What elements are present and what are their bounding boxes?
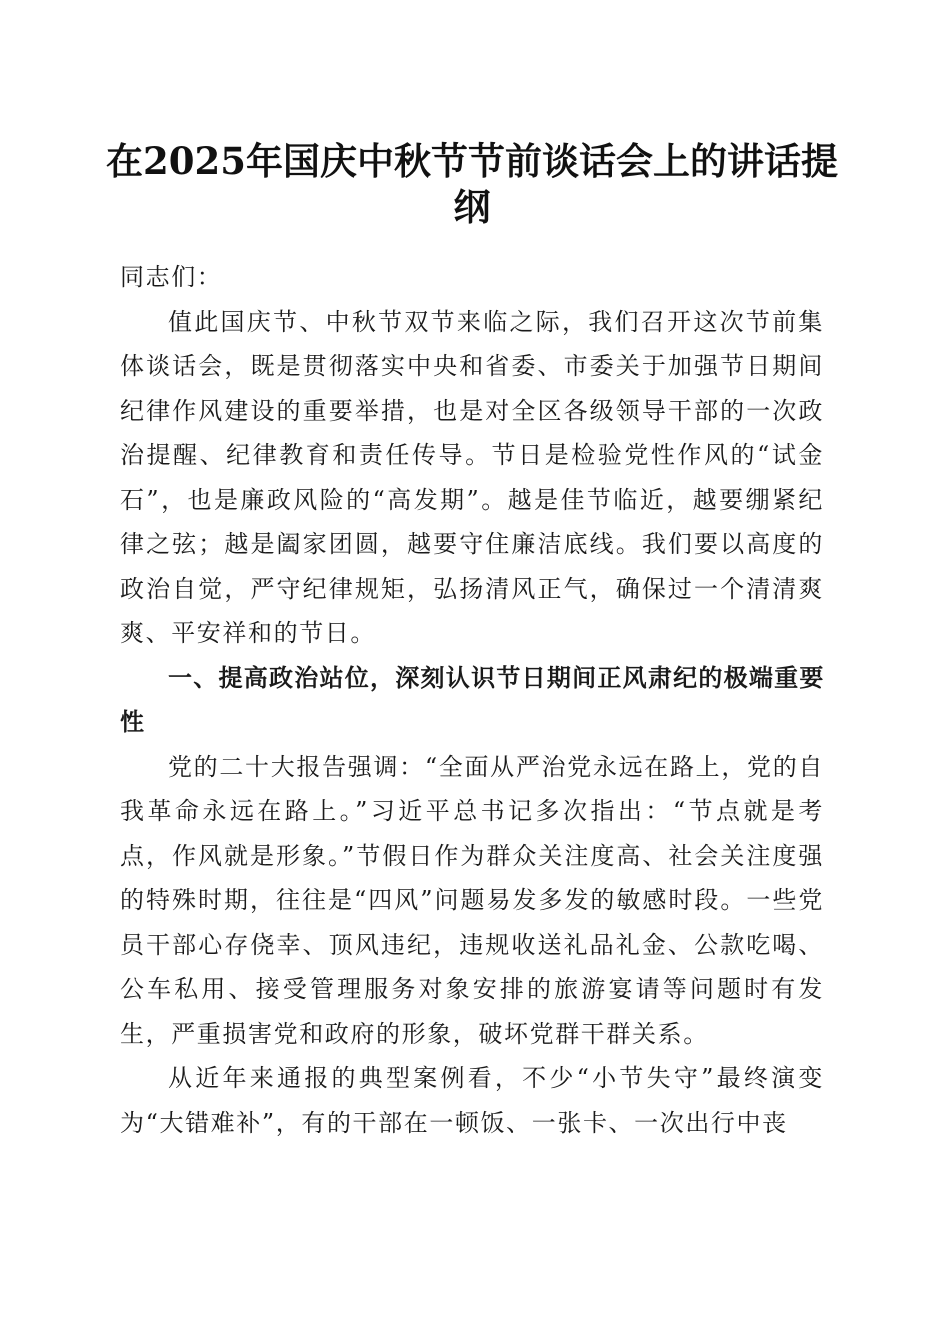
section-1-paragraph-2: 从近年来通报的典型案例看，不少“小节失守”最终演变为“大错难补”，有的干部在一顿饭、一张卡、一次出行中丧: [120, 1064, 824, 1137]
document-body: [120, 255, 824, 1145]
intro-paragraph: 值此国庆节、中秋节双节来临之际，我们召开这次节前集体谈话会，既是贯彻落实中央和省委、市委关于加强节日期间纪律作风建设的重要举措，也是对全区各级领导干部的一次政治提醒、纪律教育和责任传导。节日是检验党性作风的“试金石”，也是廉政风险的“高发期”。越是佳节临近，越要绷紧纪律之弦；越是阖家团圆，越要守住廉洁底线。我们要以高度的政治自觉，严守纪律规矩，弘扬清风正气，确保过一个清清爽爽、平安祥和的节日。: [120, 307, 824, 647]
document-title: 在2025年国庆中秋节节前谈话会上的讲话提纲: [106, 139, 838, 229]
section-1-heading: 一、提高政治站位，深刻认识节日期间正风肃纪的极端重要性: [120, 663, 824, 736]
section-1-paragraph-1: 党的二十大报告强调：“全面从严治党永远在路上，党的自我革命永远在路上。”习近平总书记多次指出：“节点就是考点，作风就是形象。”节假日作为群众关注度高、社会关注度强的特殊时期，往往是“四风”问题易发多发的敏感时段。一些党员干部心存侥幸、顶风违纪，违规收送礼品礼金、公款吃喝、公车私用、接受管理服务对象安排的旅游宴请等问题时有发生，严重损害党和政府的形象，破坏党群干群关系。: [120, 752, 824, 1048]
greeting: 同志们：: [120, 263, 223, 291]
